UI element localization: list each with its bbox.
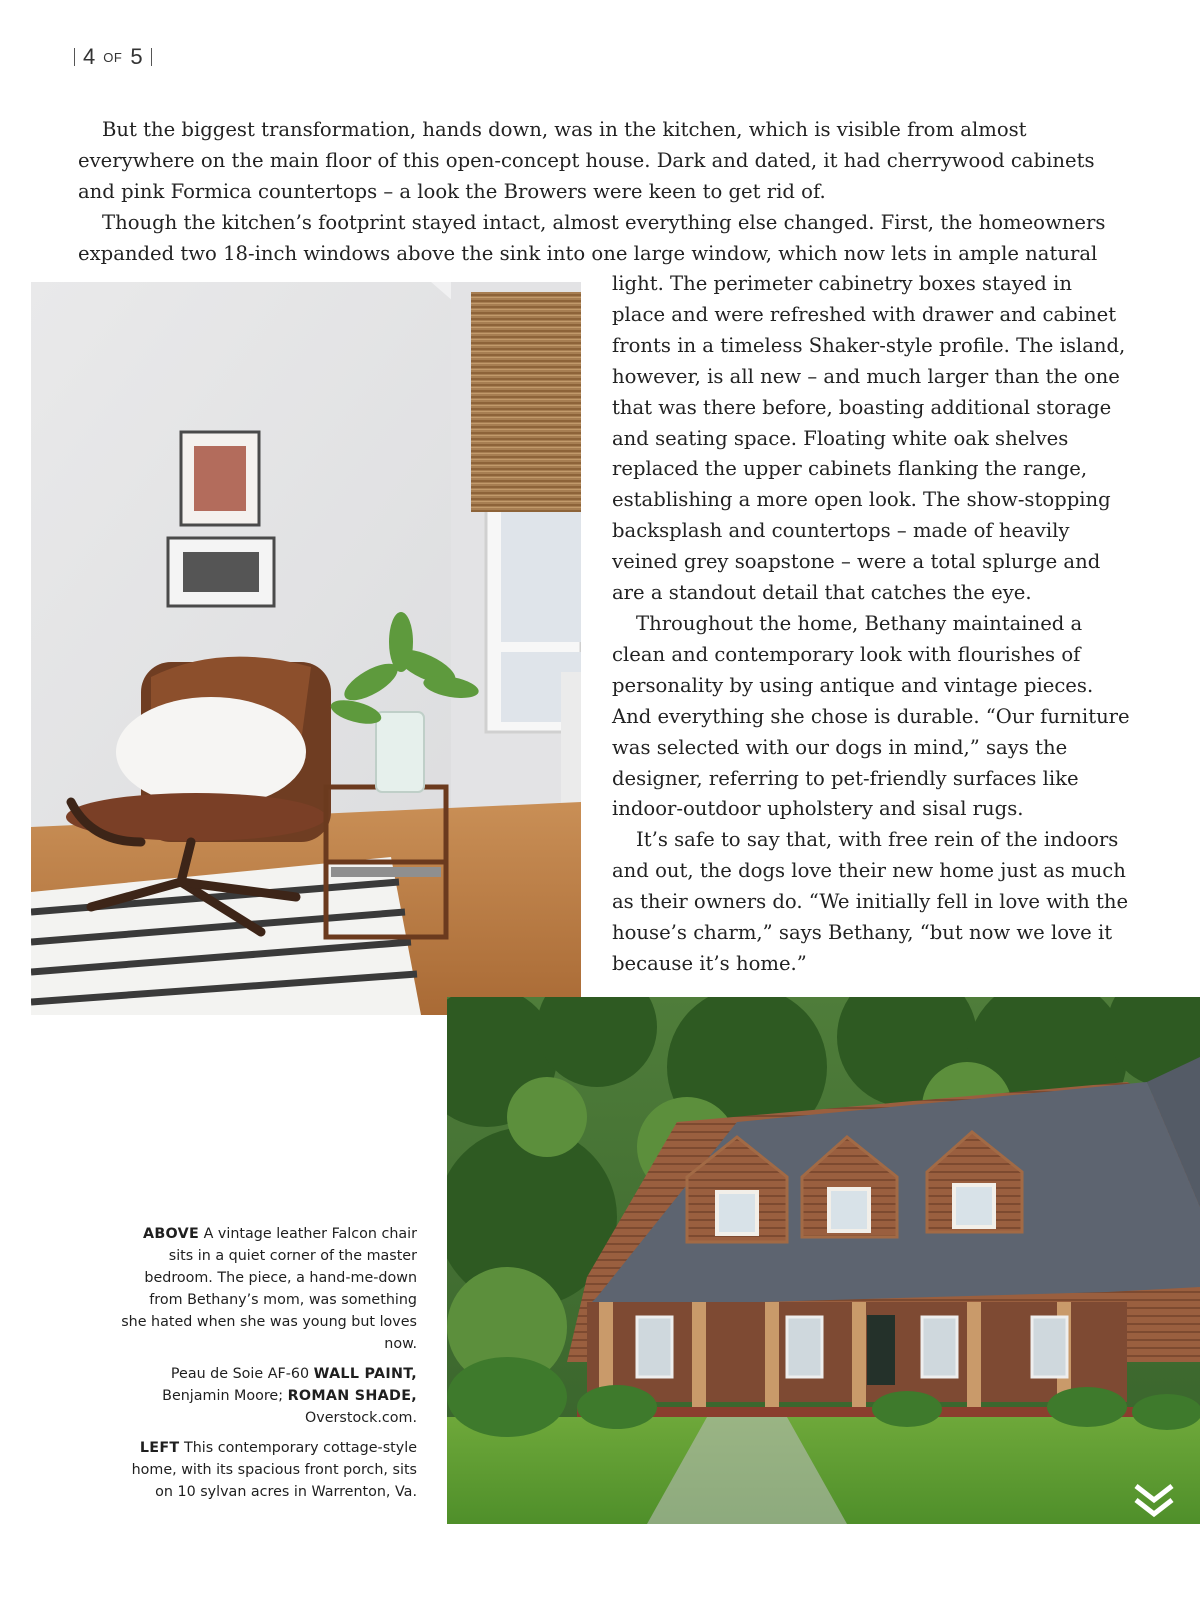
pager-of: OF [103,49,123,65]
credit-paint-source: Benjamin Moore; [162,1388,288,1404]
credit-shade-source: Overstock.com. [305,1410,417,1426]
credit-paint-prefix: Peau de Soie AF-60 [170,1366,314,1382]
credit-shade-label: ROMAN SHADE, [287,1388,417,1404]
pager-divider-right [151,48,152,66]
page-indicator [74,44,152,70]
caption-left [120,1437,417,1503]
caption-above-text: A vintage leather Falcon chair sits in a quiet corner of the master bedroom. The piece, a hand-me-down from Bethany’s mom, was something she hated when she was young but loves now. [121,1226,417,1352]
paragraph: light. The perimeter cabinetry boxes stayed in place and were refreshed with drawer and cabinet fronts in a timeless Shaker-style profile. The island, however, is all new – and much larger than the one that was there before, boasting additional storage and seating space. Floating white oak shelves replaced the upper cabinets flanking the range, establishing a more open look. The show-stopping backsplash and countertops – made of heavily veined grey soapstone – were a total splurge and are a standout detail that catches the eye. [612,272,1126,605]
caption-left-text: This contemporary cottage-style home, with its spacious front porch, sits on 10 sylvan acres in Warrenton, Va. [131,1440,417,1500]
pager-divider-left [74,48,75,66]
article-body-column [612,269,1130,980]
caption-credits [120,1363,417,1429]
pager-total: 5 [130,44,143,69]
paragraph: It’s safe to say that, with free rein of the indoors and out, the dogs love their new home just as much as their owners do. “We initially fell in love with the house’s charm,” says Bethany, “but now we love it because it’s home.” [612,828,1129,975]
bedroom-illustration [31,282,581,1015]
caption-left-label: LEFT [139,1440,180,1456]
caption-above [120,1223,417,1355]
cottage-exterior-photo [447,997,1200,1524]
photo-captions [120,1223,417,1511]
double-chevron-down-icon[interactable] [1130,1476,1178,1524]
credit-paint-label: WALL PAINT, [313,1366,417,1382]
pager-current: 4 [83,44,96,69]
article-body-intro [78,115,1124,270]
caption-above-label: ABOVE [142,1226,200,1242]
bedroom-corner-photo [31,282,581,1015]
paragraph: Though the kitchen’s footprint stayed intact, almost everything else changed. First, the homeowners expanded two 18-inch windows above the sink into one large window, which now lets in ample natural [78,210,1106,265]
paragraph: Throughout the home, Bethany maintained a clean and contemporary look with flourishes of personality by using antique and vintage pieces. And everything she chose is durable. “Our furniture was selected with our dogs in mind,” says the designer, referring to pet-friendly surfaces like indoor-outdoor upholstery and sisal rugs. [612,611,1130,821]
paragraph: But the biggest transformation, hands down, was in the kitchen, which is visible from almost everywhere on the main floor of this open-concept house. Dark and dated, it had cherrywood cabinets and pink Formica countertops – a look the Browers were keen to get rid of. [78,118,1095,203]
chevron-graphic [1130,1476,1178,1524]
cottage-illustration [447,997,1200,1524]
